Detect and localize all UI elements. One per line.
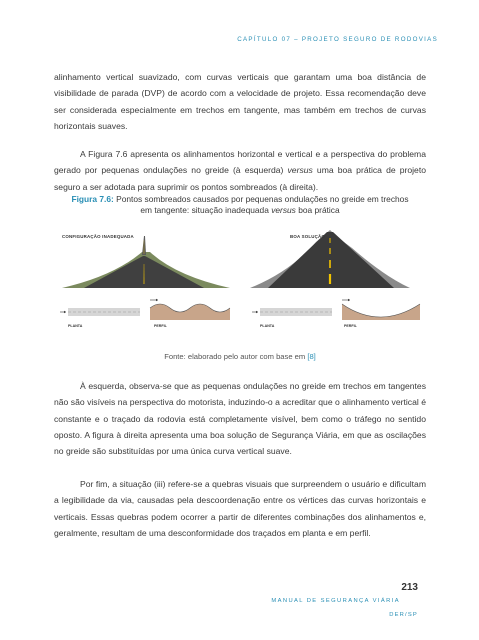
chapter-header: CAPÍTULO 07 – PROJETO SEGURO DE RODOVIAS	[237, 36, 438, 43]
left-planta-label: PLANTA	[68, 324, 83, 328]
right-perfil-label: PERFIL	[344, 324, 357, 328]
paragraph-2-part-a: A Figura 7.6 apresenta os alinhamentos horizontal e vertical e a perspectiva do problema gerado por pequenas ondulações no greide (à esquerda)	[54, 149, 426, 176]
right-perfil-ground	[342, 304, 420, 320]
paragraph-2-part-b: uma boa prática de projeto seguro a ser adotada para suprimir os pontos sombreados (à direita).	[54, 165, 427, 192]
inadequate-perspective	[62, 236, 230, 288]
figure-caption	[54, 194, 426, 215]
left-planta	[60, 308, 140, 316]
good-perspective	[250, 230, 410, 288]
right-perfil-arrowhead	[348, 299, 350, 301]
figure-source-ref[interactable]: [8]	[307, 352, 316, 361]
left-perfil-arrowhead	[156, 299, 158, 301]
figure-source	[54, 352, 426, 361]
paragraph-2	[54, 146, 426, 195]
right-dash-4	[329, 274, 331, 284]
paragraph-3: À esquerda, observa-se que as pequenas ondulações no greide em trechos em tangentes não são visíveis na perspectiva do motorista, induzindo-o a acreditar que o alinhamento vertical é constante e o traçado da rodovia está completamente visível, bem como o tráfego no sentido oposto. A figura à direita apresenta uma boa solução de Segurança Viária, em que as oscilações no greide são substituídas por uma única curva vertical suave.	[54, 381, 426, 457]
right-planta-label: PLANTA	[260, 324, 275, 328]
figure-caption-line1: Pontos sombreados causados por pequenas ondulações no greide em trechos	[116, 194, 409, 204]
road-illustration-svg	[54, 224, 426, 346]
right-dash-3	[329, 260, 331, 268]
right-perfil	[342, 299, 420, 320]
footer-org: DER/SP	[389, 612, 418, 618]
left-perfil	[150, 299, 230, 320]
right-planta	[252, 308, 332, 316]
figure-road-illustration	[54, 224, 426, 346]
figure-caption-emphasis: versus	[271, 204, 296, 215]
figure-caption-line2-b: boa prática	[295, 204, 340, 215]
paragraph-2-emphasis: versus	[287, 165, 313, 176]
paragraph-1: alinhamento vertical suavizado, com curvas verticais que garantam uma boa distância de visibilidade de parada (DVP) de acordo com a velocidade de projeto. Essa recomendação deve ser considerada especialmente em trechos em tangente, mas também em trechos de curvas horizontais suaves.	[54, 72, 426, 131]
left-panel-title: CONFIGURAÇÃO INADEQUADA	[62, 234, 134, 239]
figure-caption-line2-a: em tangente: situação inadequada	[140, 204, 272, 215]
figure-label: Figura 7.6:	[71, 194, 114, 204]
right-dash-2	[329, 248, 330, 254]
page-number: 213	[401, 582, 418, 593]
footer-title: MANUAL DE SEGURANÇA VIÁRIA	[271, 598, 400, 604]
left-planta-arrowhead	[64, 311, 66, 313]
left-perfil-label: PERFIL	[154, 324, 167, 328]
right-panel-title: BOA SOLUÇÃO	[290, 234, 325, 239]
paragraph-4: Por fim, a situação (iii) refere-se a quebras visuais que surpreendem o usuário e dificultam a legibilidade da via, causadas pela descoordenação entre os vértices das curvas horizontais e verticais. Essas quebras podem ocorrer a partir de diferentes combinações dos alinhamentos e, geralmente, resultam de uma desconformidade dos traçados em planta e em perfil.	[54, 479, 426, 538]
figure-source-text: Fonte: elaborado pelo autor com base em	[164, 352, 308, 361]
right-dash-1	[330, 238, 331, 243]
right-planta-arrowhead	[256, 311, 258, 313]
